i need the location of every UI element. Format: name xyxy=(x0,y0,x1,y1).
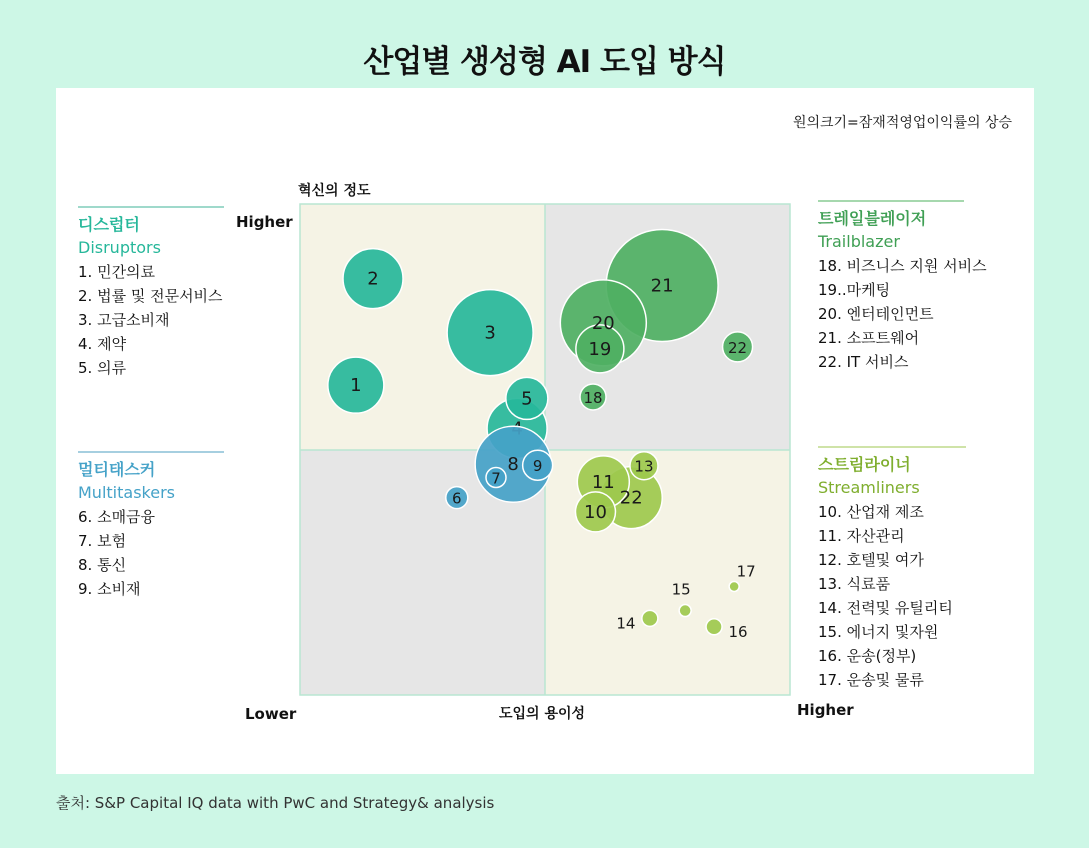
bubble-label-13: 13 xyxy=(634,457,654,476)
legend-item: 12. 호텔및 여가 xyxy=(818,551,924,569)
bubble-label-9: 9 xyxy=(532,457,543,476)
bubble-14 xyxy=(642,610,658,626)
legend-item: 15. 에너지 및자원 xyxy=(818,623,939,641)
legend-title-ko: 트레일블레이저 xyxy=(818,209,927,228)
legend-streamliners xyxy=(818,446,966,692)
bubble-label-22: 22 xyxy=(728,338,748,357)
legend-item: 2. 법률 및 전문서비스 xyxy=(78,287,223,305)
legend-title-ko: 스트림라이너 xyxy=(818,455,911,474)
bubble-15 xyxy=(679,605,691,617)
legend-item: 17. 운송및 물류 xyxy=(818,671,924,689)
bubble-label-16: 16 xyxy=(728,622,748,641)
bubble-label-1: 1 xyxy=(350,375,362,397)
legend-rule xyxy=(818,446,966,448)
legend-rule xyxy=(818,200,964,202)
bubble-label-14: 14 xyxy=(616,614,636,633)
legend-item: 11. 자산관리 xyxy=(818,527,905,545)
bubble-label-8: 8 xyxy=(507,454,519,476)
legend-item: 19..마케팅 xyxy=(818,281,891,299)
legend-rule xyxy=(78,206,224,208)
legend-item: 10. 산업재 제조 xyxy=(818,503,924,521)
bubble-label-2: 2 xyxy=(367,268,379,290)
legend-item: 13. 식료품 xyxy=(818,575,891,593)
legend-item: 8. 통신 xyxy=(78,556,127,574)
legend-item: 14. 전력및 유틸리티 xyxy=(818,599,953,617)
bubble-label-19: 19 xyxy=(588,338,612,360)
y-axis-title: 혁신의 정도 xyxy=(298,183,371,199)
legend-item: 3. 고급소비재 xyxy=(78,311,170,329)
bubble-label-10: 10 xyxy=(584,501,607,523)
bubble-label-11: 11 xyxy=(591,471,615,493)
legend-item: 16. 운송(정부) xyxy=(818,647,917,665)
bubble-label-5: 5 xyxy=(521,388,533,410)
legend-multitaskers xyxy=(78,451,224,601)
legend-title-ko: 멀티태스커 xyxy=(78,460,156,479)
legend-item: 20. 엔터테인먼트 xyxy=(818,305,934,323)
legend-title-en: Streamliners xyxy=(818,478,920,497)
chart-title: 산업별 생성형 AI 도입 방식 xyxy=(363,44,726,80)
bubble-label-18: 18 xyxy=(583,388,603,407)
legend-title-en: Multitaskers xyxy=(78,483,175,502)
bubble-label-12: 22 xyxy=(619,487,643,509)
legend-item: 22. IT 서비스 xyxy=(818,353,909,371)
bubble-label-21: 21 xyxy=(650,275,674,297)
legend-item: 6. 소매금융 xyxy=(78,508,156,526)
legend-item: 7. 보험 xyxy=(78,532,127,550)
bubble-label-6: 6 xyxy=(452,489,462,508)
legend-trailblazer xyxy=(818,200,987,374)
x-axis-title: 도입의 용이성 xyxy=(499,706,586,722)
legend-item: 4. 제약 xyxy=(78,335,127,353)
legend-item: 5. 의류 xyxy=(78,359,127,377)
legend-title-ko: 디스럽터 xyxy=(78,215,140,234)
bubble-label-7: 7 xyxy=(491,469,501,488)
bubble-label-15: 15 xyxy=(671,580,691,599)
legend-item: 9. 소비재 xyxy=(78,580,141,598)
legend-item: 21. 소프트웨어 xyxy=(818,329,920,347)
legend-title-en: Disruptors xyxy=(78,238,161,257)
legend-disruptors xyxy=(78,206,224,380)
size-note: 원의크기=잠재적영업이익률의 상승 xyxy=(792,115,1012,131)
source-note: 출처: S&P Capital IQ data with PwC and Strategy& analysis xyxy=(56,794,495,812)
x-axis-low-label: Lower xyxy=(245,705,297,723)
legend-item: 18. 비즈니스 지원 서비스 xyxy=(818,257,987,275)
legend-item: 1. 민간의료 xyxy=(78,263,156,281)
bubble-label-17: 17 xyxy=(736,562,756,581)
bubble-label-20: 20 xyxy=(591,312,615,334)
legend-title-en: Trailblazer xyxy=(818,232,900,251)
bubble-17 xyxy=(729,581,739,591)
x-axis-high-label: Higher xyxy=(797,701,854,719)
bubble-label-3: 3 xyxy=(484,322,496,344)
legend-rule xyxy=(78,451,224,453)
y-axis-high-label: Higher xyxy=(236,213,293,231)
bubble-16 xyxy=(706,619,722,635)
